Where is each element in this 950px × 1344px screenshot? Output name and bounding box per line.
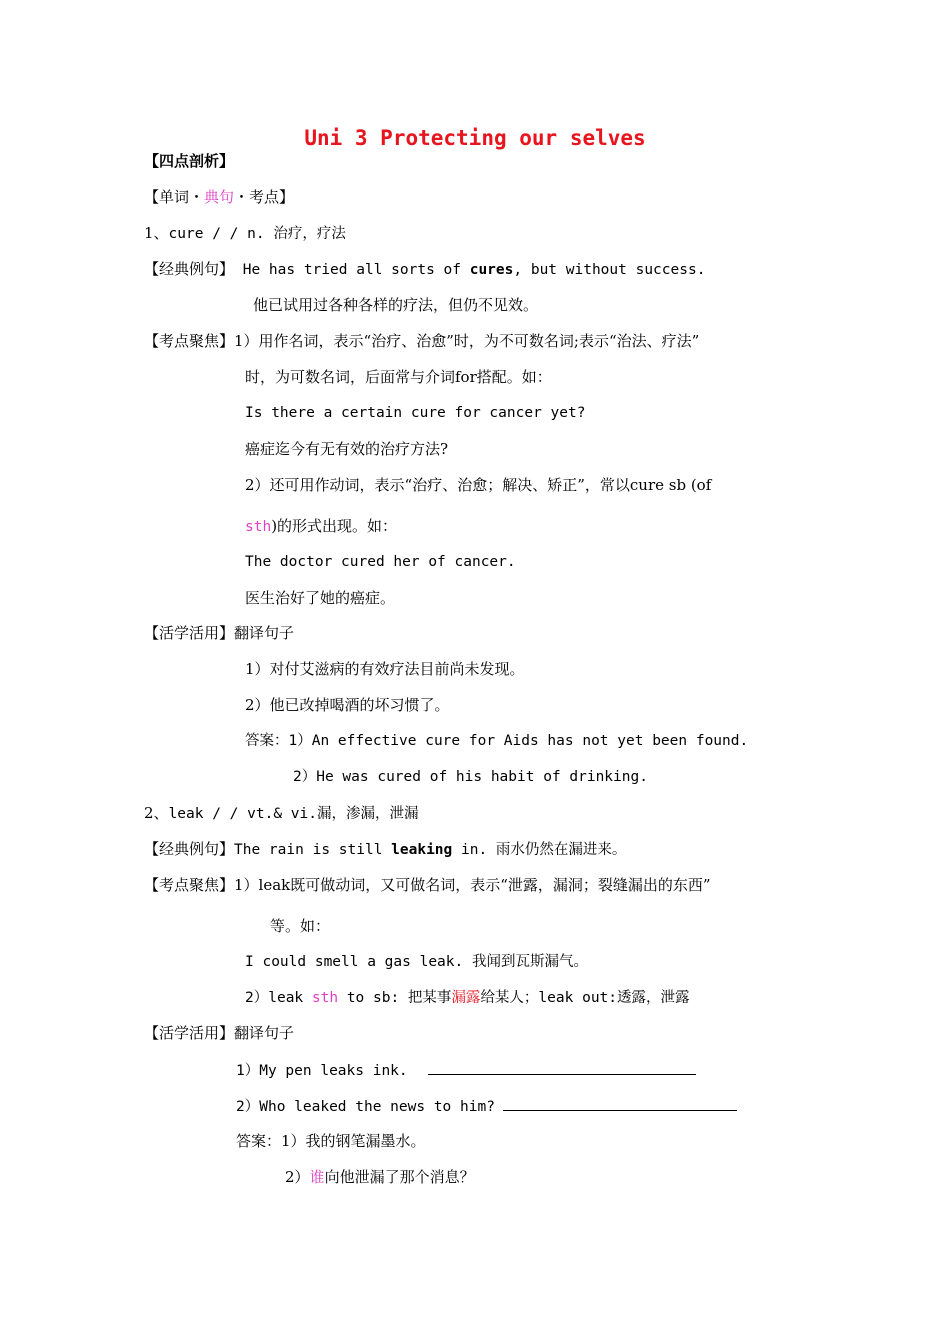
focus-line-5: 2）还可用作动词，表示“治疗、治愈；解决、矫正”，常以cure sb (of xyxy=(245,476,712,494)
focus-text-end: 给某人；leak out:透露，泄露 xyxy=(480,990,690,1006)
practice-item-1 xyxy=(236,1060,696,1081)
example-text-end: in. 雨水仍然在漏进来。 xyxy=(452,842,627,858)
practice-heading: 翻译句子 xyxy=(234,624,295,642)
answer-blank[interactable] xyxy=(428,1060,696,1075)
example-text-end: , but without success. xyxy=(513,262,706,278)
vocab-word: cure xyxy=(168,226,204,242)
focus-line-1 xyxy=(144,875,711,895)
answer-text: 向他泄漏了那个消息？ xyxy=(324,1168,475,1186)
example-line xyxy=(144,259,705,280)
focus-keyword: sth xyxy=(311,990,339,1006)
example-keyword: cures xyxy=(469,262,514,278)
section-header: 【四点剖析】 xyxy=(144,152,235,170)
example-tag: 【经典例句】 xyxy=(144,840,235,858)
phonetic: / / xyxy=(203,226,248,242)
practice-item-2 xyxy=(236,1096,737,1117)
focus-line-4 xyxy=(245,988,690,1008)
example-text: He has tried all sorts of xyxy=(234,262,470,278)
answer-line-2: 2）He was cured of his habit of drinking. xyxy=(293,769,648,785)
item-number: 2、 xyxy=(144,804,169,822)
focus-line-4: 癌症迄今有无有效的治疗方法? xyxy=(245,440,449,458)
practice-header xyxy=(144,1023,294,1043)
focus-text: 1）用作名词，表示“治疗、治愈”时，为不可数名词;表示“治法、疗法” xyxy=(234,332,700,350)
focus-text: )的形式出现。如： xyxy=(271,517,398,535)
subsection-open: 【单词・ xyxy=(144,188,205,206)
focus-line-2: 等。如： xyxy=(270,917,331,935)
focus-line-1 xyxy=(144,331,699,351)
practice-text: 1）My pen leaks ink. xyxy=(236,1063,408,1079)
focus-line-7: The doctor cured her of cancer. xyxy=(245,554,516,570)
answer-line-2 xyxy=(285,1167,475,1187)
vocab-word: leak xyxy=(168,806,204,822)
example-tag: 【经典例句】 xyxy=(144,260,235,278)
item-number: 1、 xyxy=(144,224,169,242)
focus-line-3: Is there a certain cure for cancer yet? xyxy=(245,405,586,421)
example-text: The rain is still xyxy=(234,842,392,858)
answer-line-1: 答案：1）An effective cure for Aids has not yet been found. xyxy=(245,733,749,749)
focus-keyword: sth xyxy=(245,519,272,535)
practice-text: 2）Who leaked the news to him? xyxy=(236,1099,495,1115)
subsection-close: ・考点】 xyxy=(234,188,295,206)
answer-number: 2） xyxy=(285,1168,310,1186)
vocab-item-leak xyxy=(144,803,418,824)
subsection-highlight: 典句 xyxy=(204,188,235,206)
focus-tag: 【考点聚焦】 xyxy=(144,876,235,894)
practice-tag: 【活学活用】 xyxy=(144,624,235,642)
focus-line-2: 时，为可数名词，后面常与介词for搭配。如： xyxy=(245,368,552,386)
answer-highlight: 谁 xyxy=(309,1168,325,1186)
subsection-header xyxy=(144,187,294,207)
focus-text: to sb: 把某事 xyxy=(338,990,452,1006)
definition: vt.& vi.漏，渗漏，泄漏 xyxy=(247,806,419,822)
example-translation: 他已试用过各种各样的疗法，但仍不见效。 xyxy=(253,296,539,314)
practice-item-2: 2）他已改掉喝酒的坏习惯了。 xyxy=(245,696,450,714)
vocab-item-cure xyxy=(144,223,346,244)
practice-tag: 【活学活用】 xyxy=(144,1024,235,1042)
focus-line-6 xyxy=(245,516,397,537)
focus-highlight: 漏露 xyxy=(451,990,481,1006)
focus-line-3: I could smell a gas leak. 我闻到瓦斯漏气。 xyxy=(245,954,588,970)
focus-text: 2）leak xyxy=(245,990,312,1006)
practice-heading: 翻译句子 xyxy=(234,1024,295,1042)
answer-line-1: 答案：1）我的钢笔漏墨水。 xyxy=(236,1132,426,1150)
example-line xyxy=(144,839,626,860)
phonetic: / / xyxy=(203,806,248,822)
example-keyword: leaking xyxy=(391,842,453,858)
practice-header xyxy=(144,623,294,643)
page-title: Uni 3 Protecting our selves xyxy=(304,126,646,150)
focus-line-8: 医生治好了她的癌症。 xyxy=(245,589,396,607)
focus-text: 1）leak既可做动词，又可做名词，表示“泄露，漏洞；裂缝漏出的东西” xyxy=(234,876,711,894)
practice-item-1: 1）对付艾滋病的有效疗法目前尚未发现。 xyxy=(245,660,525,678)
answer-blank[interactable] xyxy=(503,1096,737,1111)
focus-tag: 【考点聚焦】 xyxy=(144,332,235,350)
definition: n. 治疗，疗法 xyxy=(247,226,346,242)
